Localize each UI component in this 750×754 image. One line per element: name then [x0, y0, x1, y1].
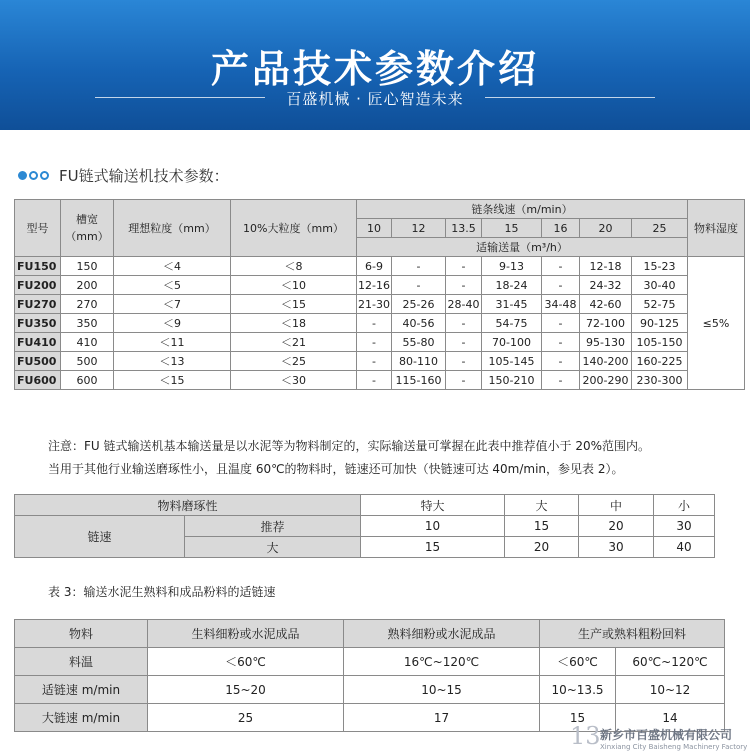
header-capacity: 适输送量（m³/h） — [357, 238, 688, 257]
value-cell: 10 — [361, 516, 505, 537]
model-cell: FU270 — [15, 295, 61, 314]
note-line-1: 注意：FU 链式输送机基本输送量是以水泥等为物料制定的，实际输送量可掌握在此表中推荐值小于 20%范围内。 — [48, 439, 650, 453]
spec-table — [14, 199, 745, 390]
watermark-company-en: Xinxiang City Baisheng Machinery Factory — [600, 743, 748, 751]
capacity-cell: 200-290 — [580, 371, 632, 390]
capacity-cell: - — [446, 371, 482, 390]
width-cell: 270 — [61, 295, 114, 314]
header-ideal-size: 理想粒度（mm） — [114, 200, 231, 257]
max-size-cell: ＜8 — [231, 257, 357, 276]
material-header: 生产或熟料粗粉回料 — [540, 620, 725, 648]
level-cell: 中 — [579, 495, 654, 516]
model-cell: FU350 — [15, 314, 61, 333]
model-cell: FU600 — [15, 371, 61, 390]
max-speed-label: 大链速 m/min — [15, 704, 148, 732]
spec-row — [15, 352, 745, 371]
speed-cell: 25 — [632, 219, 688, 238]
table3-caption: 表 3：输送水泥生熟料和成品粉料的适链速 — [48, 585, 276, 599]
header-chain-speed: 链条线速（m/min） — [357, 200, 688, 219]
model-cell: FU200 — [15, 276, 61, 295]
value-cell: 15 — [505, 516, 579, 537]
max-cell: 25 — [148, 704, 344, 732]
spec-row — [15, 371, 745, 390]
header-abrasion: 物料磨琢性 — [15, 495, 361, 516]
max-size-cell: ＜21 — [231, 333, 357, 352]
model-cell: FU410 — [15, 333, 61, 352]
capacity-cell: 72-100 — [580, 314, 632, 333]
level-cell: 小 — [654, 495, 715, 516]
section-heading — [18, 163, 229, 187]
section-title-text: FU链式输送机技术参数： — [59, 166, 229, 185]
width-cell: 410 — [61, 333, 114, 352]
speed-cell: 16 — [542, 219, 580, 238]
spec-row — [15, 295, 745, 314]
temp-label: 料温 — [15, 648, 148, 676]
value-cell: 20 — [579, 516, 654, 537]
max-cell: 14 — [616, 704, 725, 732]
capacity-cell: 6-9 — [357, 257, 392, 276]
capacity-cell: - — [542, 371, 580, 390]
capacity-cell: - — [542, 257, 580, 276]
capacity-cell: - — [446, 333, 482, 352]
capacity-cell: - — [446, 352, 482, 371]
page-subtitle: 百盛机械 · 匠心智造未来 — [286, 90, 464, 108]
cement-speed-table — [14, 619, 725, 732]
width-cell: 500 — [61, 352, 114, 371]
max-cell: 17 — [344, 704, 540, 732]
capacity-cell: - — [357, 314, 392, 333]
speed-cell: 10 — [357, 219, 392, 238]
ideal-size-cell: ＜11 — [114, 333, 231, 352]
capacity-cell: 31-45 — [482, 295, 542, 314]
capacity-cell: 150-210 — [482, 371, 542, 390]
capacity-cell: - — [542, 333, 580, 352]
capacity-cell: 21-30 — [357, 295, 392, 314]
header-humidity: 物料湿度 — [688, 200, 745, 257]
capacity-cell: 25-26 — [392, 295, 446, 314]
max-size-cell: ＜18 — [231, 314, 357, 333]
watermark-number: 13 — [570, 722, 601, 750]
spec-row — [15, 333, 745, 352]
capacity-cell: 9-13 — [482, 257, 542, 276]
capacity-cell: 28-40 — [446, 295, 482, 314]
spec-row — [15, 314, 745, 333]
speed-cell: 13.5 — [446, 219, 482, 238]
max-cell: 15 — [540, 704, 616, 732]
header-width: 槽宽（mm） — [61, 200, 114, 257]
model-cell: FU150 — [15, 257, 61, 276]
capacity-cell: - — [392, 276, 446, 295]
ideal-size-cell: ＜15 — [114, 371, 231, 390]
watermark — [570, 722, 750, 754]
capacity-cell: 52-75 — [632, 295, 688, 314]
abrasion-table — [14, 494, 715, 558]
capacity-cell: 230-300 — [632, 371, 688, 390]
value-cell: 30 — [654, 516, 715, 537]
watermark-company: 新乡市百盛机械有限公司 — [600, 728, 733, 742]
width-cell: 150 — [61, 257, 114, 276]
ideal-size-cell: ＜5 — [114, 276, 231, 295]
width-cell: 200 — [61, 276, 114, 295]
capacity-cell: 42-60 — [580, 295, 632, 314]
speed-cell: 20 — [580, 219, 632, 238]
capacity-cell: - — [542, 314, 580, 333]
capacity-cell: - — [446, 314, 482, 333]
level-cell: 大 — [505, 495, 579, 516]
suit-cell: 10~15 — [344, 676, 540, 704]
material-header: 生料细粉或水泥成品 — [148, 620, 344, 648]
capacity-cell: - — [357, 352, 392, 371]
suit-speed-label: 适链速 m/min — [15, 676, 148, 704]
capacity-cell: 90-125 — [632, 314, 688, 333]
capacity-cell: 18-24 — [482, 276, 542, 295]
humidity-cell: ≤5% — [688, 257, 745, 390]
ideal-size-cell: ＜9 — [114, 314, 231, 333]
value-cell: 20 — [505, 537, 579, 558]
max-size-cell: ＜10 — [231, 276, 357, 295]
capacity-cell: - — [357, 333, 392, 352]
capacity-cell: 12-16 — [357, 276, 392, 295]
capacity-cell: 34-48 — [542, 295, 580, 314]
max-size-cell: ＜30 — [231, 371, 357, 390]
capacity-cell: 80-110 — [392, 352, 446, 371]
row-label: 大 — [185, 537, 361, 558]
capacity-cell: 12-18 — [580, 257, 632, 276]
value-cell: 30 — [579, 537, 654, 558]
capacity-cell: - — [392, 257, 446, 276]
width-cell: 600 — [61, 371, 114, 390]
ideal-size-cell: ＜4 — [114, 257, 231, 276]
capacity-cell: - — [446, 257, 482, 276]
spec-row — [15, 276, 745, 295]
level-cell: 特大 — [361, 495, 505, 516]
temp-cell: 60℃~120℃ — [616, 648, 725, 676]
spec-row — [15, 257, 745, 276]
note-line-2: 当用于其他行业输送磨琢性小，且温度 60℃的物料时，链速还可加快（快链速可达 40m/min，参见表 2）。 — [48, 462, 624, 476]
ideal-size-cell: ＜7 — [114, 295, 231, 314]
row-label: 推荐 — [185, 516, 361, 537]
capacity-cell: 95-130 — [580, 333, 632, 352]
speed-cell: 15 — [482, 219, 542, 238]
model-cell: FU500 — [15, 352, 61, 371]
temp-cell: ＜60℃ — [540, 648, 616, 676]
suit-cell: 10~12 — [616, 676, 725, 704]
capacity-cell: - — [357, 371, 392, 390]
capacity-cell: 40-56 — [392, 314, 446, 333]
capacity-cell: 55-80 — [392, 333, 446, 352]
max-size-cell: ＜15 — [231, 295, 357, 314]
capacity-cell: 115-160 — [392, 371, 446, 390]
divider-right — [485, 97, 655, 98]
page-title: 产品技术参数介绍 — [210, 47, 539, 91]
speed-cell: 12 — [392, 219, 446, 238]
capacity-cell: 70-100 — [482, 333, 542, 352]
header-max-size: 10%大粒度（mm） — [231, 200, 357, 257]
material-header: 熟料细粉或水泥成品 — [344, 620, 540, 648]
capacity-cell: 54-75 — [482, 314, 542, 333]
suit-cell: 10~13.5 — [540, 676, 616, 704]
value-cell: 40 — [654, 537, 715, 558]
dots-icon — [18, 171, 49, 180]
capacity-cell: 140-200 — [580, 352, 632, 371]
capacity-cell: 30-40 — [632, 276, 688, 295]
capacity-cell: 160-225 — [632, 352, 688, 371]
capacity-cell: - — [542, 276, 580, 295]
ideal-size-cell: ＜13 — [114, 352, 231, 371]
max-size-cell: ＜25 — [231, 352, 357, 371]
temp-cell: ＜60℃ — [148, 648, 344, 676]
suit-cell: 15~20 — [148, 676, 344, 704]
capacity-cell: - — [542, 352, 580, 371]
header-model: 型号 — [15, 200, 61, 257]
value-cell: 15 — [361, 537, 505, 558]
width-cell: 350 — [61, 314, 114, 333]
capacity-cell: 105-150 — [632, 333, 688, 352]
header-banner — [0, 0, 750, 130]
capacity-cell: - — [446, 276, 482, 295]
speed-label: 链速 — [15, 516, 185, 558]
capacity-cell: 15-23 — [632, 257, 688, 276]
header-material: 物料 — [15, 620, 148, 648]
temp-cell: 16℃~120℃ — [344, 648, 540, 676]
capacity-cell: 24-32 — [580, 276, 632, 295]
capacity-cell: 105-145 — [482, 352, 542, 371]
